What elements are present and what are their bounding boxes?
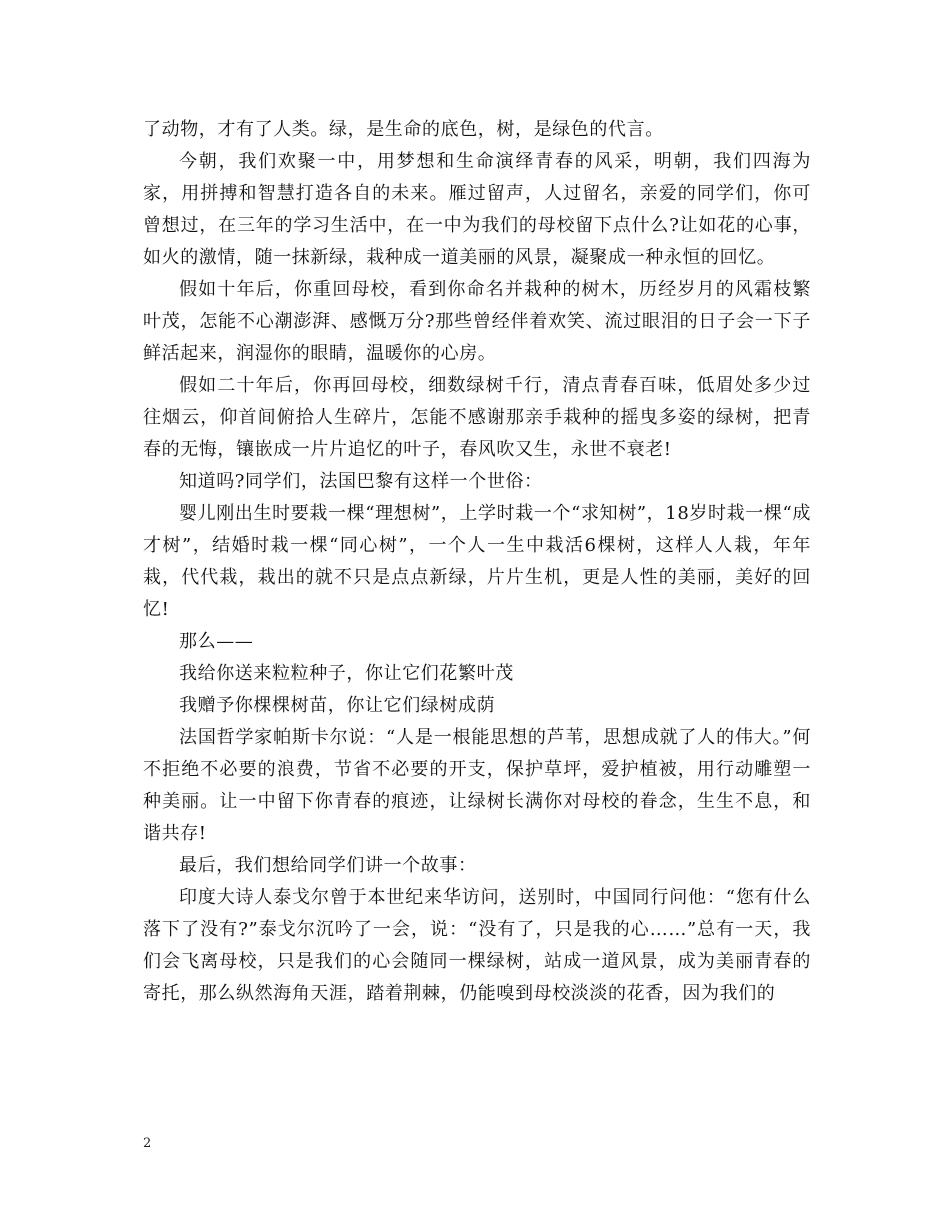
page-number: 2 [143, 1136, 152, 1151]
paragraph-ten-years-later: 假如十年后，你重回母校，看到你命名并栽种的树木，历经岁月的风霜枝繁叶茂，怎能不心潮澎湃、感慨万分?那些曾经伴着欢笑、流过眼泪的日子会一下子鲜活起来，润湿你的眼睛，温暖你的心房。 [143, 279, 811, 364]
poem-line-seeds: 我给你送来粒粒种子，你让它们花繁叶茂 [179, 663, 514, 684]
paragraph-continuation: 了动物，才有了人类。绿，是生命的底色，树，是绿色的代言。 [143, 119, 664, 140]
poem-line-saplings: 我赠予你棵棵树苗，你让它们绿树成荫 [179, 695, 496, 716]
paragraph-today-together: 今朝，我们欢聚一中，用梦想和生命演绎青春的风采，明朝，我们四海为家，用拼搏和智慧打造各自的未来。雁过留声，人过留名，亲爱的同学们，你可曾想过，在三年的学习生活中，在一中为我们的母校留下点什么?让如花的心事，如火的激情，随一抹新绿，栽种成一道美丽的风景，凝聚成一种永恒的回忆。 [143, 151, 811, 268]
paragraph-paris-custom-intro: 知道吗?同学们，法国巴黎有这样一个世俗： [179, 471, 543, 492]
paragraph-paris-custom: 婴儿刚出生时要栽一棵“理想树”，上学时栽一个“求知树”，18岁时栽一棵“成才树”，结婚时栽一棵“同心树”，一个人一生中栽活6棵树，这样人人栽，年年栽，代代栽，栽出的就不只是点点新绿，片片生机，更是人性的美丽，美好的回忆! [143, 503, 811, 620]
paragraph-twenty-years-later: 假如二十年后，你再回母校，细数绿树千行，清点青春百味，低眉处多少过往烟云，仰首间俯拾人生碎片，怎能不感谢那亲手栽种的摇曳多姿的绿树，把青春的无悔，镶嵌成一片片追忆的叶子，春风吹又生，永世不衰老! [143, 375, 811, 460]
paragraph-then: 那么—— [179, 631, 254, 652]
paragraph-finally-story: 最后，我们想给同学们讲一个故事： [179, 855, 477, 876]
document-body [143, 114, 811, 1010]
paragraph-tagore-story: 印度大诗人泰戈尔曾于本世纪来华访问，送别时，中国同行问他：“您有什么落下了没有?”泰戈尔沉吟了一会，说：“没有了，只是我的心……”总有一天，我们会飞离母校，只是我们的心会随同一棵绿树，站成一道风景，成为美丽青春的寄托，那么纵然海角天涯，踏着荆棘，仍能嗅到母校淡淡的花香，因为我们的 [143, 887, 811, 1004]
paragraph-pascal-quote: 法国哲学家帕斯卡尔说：“人是一根能思想的芦苇，思想成就了人的伟大。”何不拒绝不必要的浪费，节省不必要的开支，保护草坪，爱护植被，用行动雕塑一种美丽。让一中留下你青春的痕迹，让绿树长满你对母校的眷念，生生不息，和谐共存! [143, 727, 811, 844]
